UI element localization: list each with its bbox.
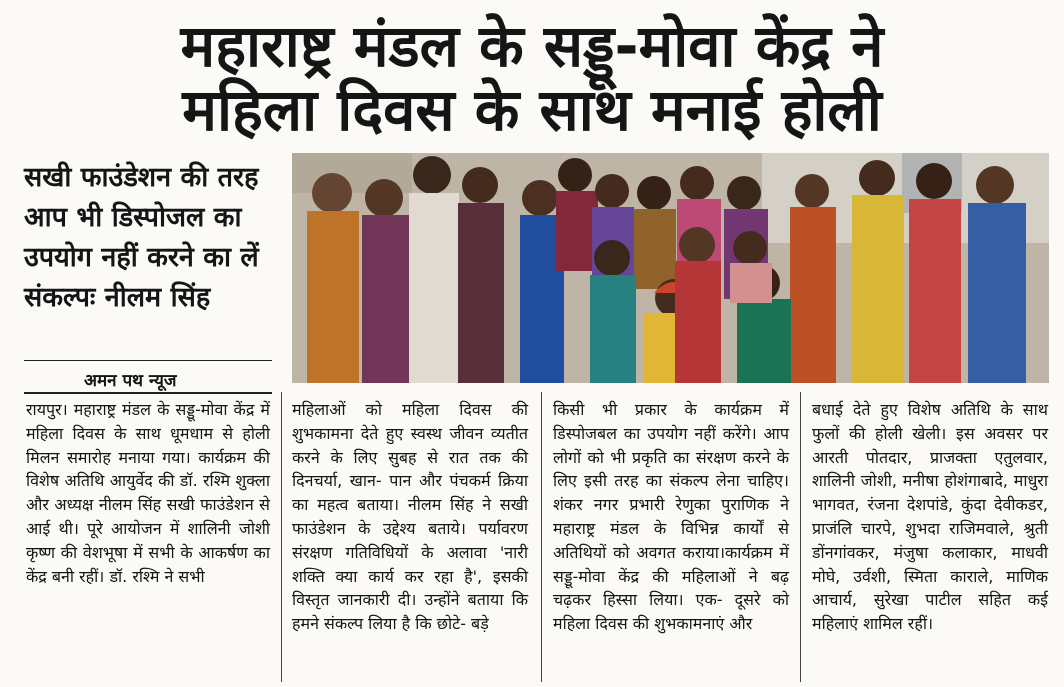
- headline-line-2: महिला दिवस के साथ मनाई होली: [182, 76, 882, 144]
- byline-rule-top: [24, 360, 272, 361]
- article-column-1: रायपुर। महाराष्ट्र मंडल के सड्डू-मोवा केंद्र में महिला दिवस के साथ धूमधाम से होली मिलन समारोह मनाया गया। कार्यक्रम की विशेष अतिथि आयुर्वेद की डॉ. रश्मि शुक्ला और अध्यक्ष नीलम सिंह सखी फाउंडेशन से आई थी। पूरे आयोजन में शालिनी जोशी कृष्ण की वेशभूषा में सभी के आकर्षण का केंद्र बनी रहीं। डॉ. रश्मि ने सभी: [26, 400, 270, 586]
- article-column-3: किसी भी प्रकार के कार्यक्रम में डिस्पोजबल का उपयोग नहीं करेंगे। आप लोगों को भी प्रकृति का संरक्षण करने के लिए इसी तरह का संकल्प लेना चाहिए। शंकर नगर प्रभारी रेणुका पुराणिक ने महाराष्ट्र मंडल के विभिन्न कार्यों से अतिथियों को अवगत कराया।कार्यक्रम में सड्डू-मोवा केंद्र की महिलाओं ने बढ़ चढ़कर हिस्सा लिया। एक- दूसरे को महिला दिवस की शुभकामनाएं और: [553, 400, 789, 634]
- byline: अमन पथ न्यूज: [84, 371, 177, 391]
- headline: [0, 14, 1064, 142]
- article-column-4: बधाई देते हुए विशेष अतिथि के साथ फुलों की होली खेली। इस अवसर पर आरती पोतदार, प्राजक्ता एतुलवार, शालिनी जोशी, मनीषा होशंगाबादे, माधुरा भागवत, रंजना देशपांडे, कुंदा देवीकडर, प्राजंलि चारपे, शुभदा राजिमवाले, श्रुती डोंनगांवकर, मंजुषा कलाकार, माधवी मोघे, उर्वशी, स्मिता काराले, माणिक आचार्य, सुरेखा पाटील सहित कई महिलाएं शामिल रहीं।: [812, 400, 1048, 634]
- article-column-2: महिलाओं को महिला दिवस की शुभकामना देते हुए स्वस्थ जीवन व्यतीत करने के लिए सुबह से रात तक की दिनचर्या, खान- पान और पंचकर्म क्रिया का महत्व बताया। नीलम सिंह ने सखी फाउंडेशन के उद्देश्य बताये। पर्यावरण संरक्षण गतिविधियों के अलावा 'नारी शक्ति क्या कार्य कर रहा है', इसकी विस्तृत जानकारी दी। उन्होंने बताया कि हमने संकल्प लिया है कि छोटे- बड़े: [292, 400, 528, 634]
- column-rule-2: [541, 392, 542, 682]
- byline-rule-bottom: [24, 392, 272, 394]
- headline-line-1: महाराष्ट्र मंडल के सड्डू-मोवा केंद्र ने: [180, 12, 884, 80]
- subheadline: सखी फाउंडेशन की तरह आप भी डिस्पोजल का उपयोग नहीं करने का लें संकल्पः नीलम सिंह: [24, 162, 259, 313]
- group-photo-illustration: [292, 153, 1049, 383]
- group-photo: [292, 153, 1049, 383]
- column-rule-1: [281, 392, 282, 682]
- column-rule-3: [800, 392, 801, 682]
